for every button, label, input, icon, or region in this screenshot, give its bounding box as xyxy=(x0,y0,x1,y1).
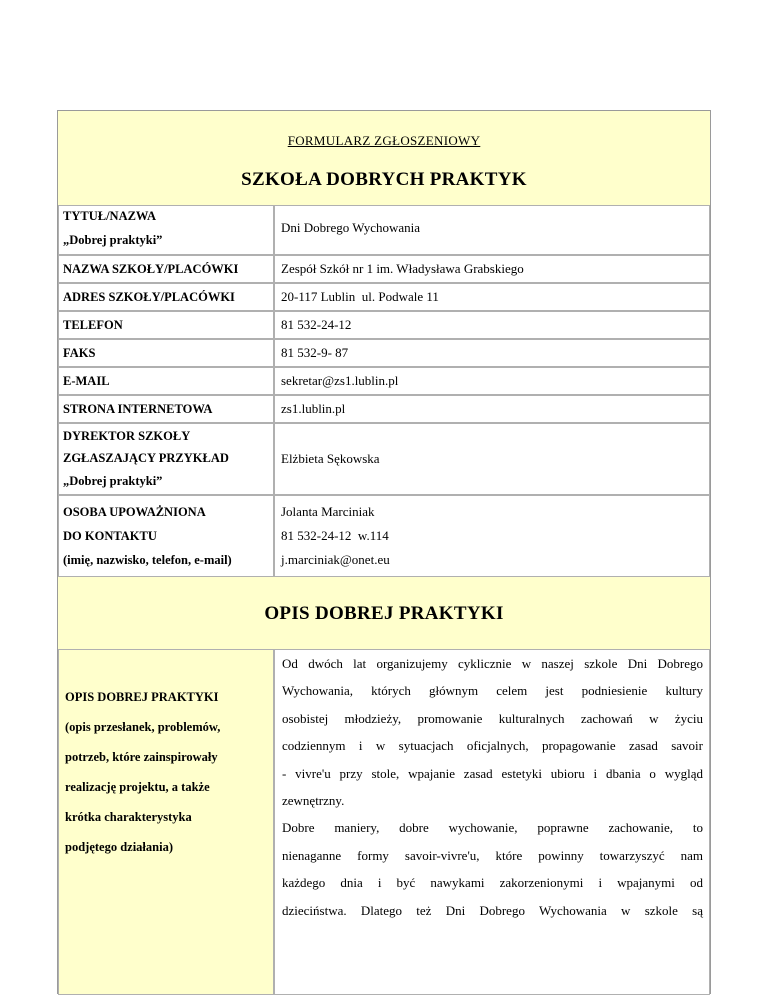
row-telefon-label xyxy=(58,311,274,339)
adres-label: ADRES SZKOŁY/PLACÓWKI xyxy=(63,290,235,304)
row-www-value xyxy=(274,395,710,423)
row-email-label xyxy=(58,367,274,395)
kontakt-name: Jolanta Marciniak xyxy=(281,504,375,519)
opis-label-line: OPIS DOBREJ PRAKTYKI xyxy=(65,690,219,704)
row-kontakt-label xyxy=(58,495,274,577)
row-www-label xyxy=(58,395,274,423)
dyrektor-value: Elżbieta Sękowska xyxy=(281,451,380,466)
opis-label-cell xyxy=(58,649,274,995)
opis-text-line: Od dwóch lat organizujemy cyklicznie w naszej szkole Dni Dobrego xyxy=(282,656,703,671)
opis-label-line: podjętego działania) xyxy=(65,840,173,854)
telefon-value: 81 532-24-12 xyxy=(281,317,352,332)
faks-label: FAKS xyxy=(63,346,96,360)
tytul-label-2: „Dobrej praktyki” xyxy=(63,233,163,247)
row-email-value xyxy=(274,367,710,395)
kontakt-label-2: DO KONTAKTU xyxy=(63,529,157,543)
kontakt-label-1: OSOBA UPOWAŻNIONA xyxy=(63,505,206,519)
row-szkola-value xyxy=(274,255,710,283)
email-value: sekretar@zs1.lublin.pl xyxy=(281,373,399,388)
row-szkola-label xyxy=(58,255,274,283)
form-title: SZKOŁA DOBRYCH PRAKTYK xyxy=(241,169,527,190)
dyrektor-label-1: DYREKTOR SZKOŁY xyxy=(63,429,191,443)
www-label: STRONA INTERNETOWA xyxy=(63,402,213,416)
opis-text-line: Dobre maniery, dobre wychowanie, poprawne zachowanie, to xyxy=(282,820,703,836)
opis-label-line: potrzeb, które zainspirowały xyxy=(65,750,218,764)
row-adres-label xyxy=(58,283,274,311)
kontakt-email: j.marciniak@onet.eu xyxy=(281,552,390,567)
kontakt-label-3: (imię, nazwisko, telefon, e-mail) xyxy=(63,553,232,567)
form-frame xyxy=(57,110,711,994)
tytul-value: Dni Dobrego Wychowania xyxy=(281,220,421,235)
row-tytul-value xyxy=(274,205,710,255)
row-dyrektor-label xyxy=(58,423,274,495)
opis-label-line: krótka charakterystyka xyxy=(65,810,192,824)
row-faks-label xyxy=(58,339,274,367)
faks-value: 81 532-9- 87 xyxy=(281,345,349,360)
opis-label-line: realizację projektu, a także xyxy=(65,780,210,794)
opis-label-line: (opis przesłanek, problemów, xyxy=(65,720,221,734)
opis-text-line: codziennym i w sytuacjach oficjalnych, propagowanie zasad savoir xyxy=(282,738,703,754)
opis-text-line: Wychowania, których głównym celem jest podniesienie kultury xyxy=(282,683,703,699)
opis-text-line: każdego dnia i być nawykami zakorzenionymi i wpajanymi od xyxy=(282,875,703,891)
telefon-label: TELEFON xyxy=(63,318,123,332)
email-label: E-MAIL xyxy=(63,374,110,388)
szkola-label: NAZWA SZKOŁY/PLACÓWKI xyxy=(63,262,239,276)
dyrektor-label-3: „Dobrej praktyki” xyxy=(63,474,163,488)
row-kontakt-value xyxy=(274,495,710,577)
row-adres-value xyxy=(274,283,710,311)
row-faks-value xyxy=(274,339,710,367)
opis-text-line: - vivre'u przy stole, wpajanie zasad estetyki ubioru i dbania o wygląd xyxy=(282,765,703,781)
szkola-value: Zespół Szkół nr 1 im. Władysława Grabskiego xyxy=(281,261,524,276)
row-dyrektor-value xyxy=(274,423,710,495)
opis-label-lines xyxy=(65,682,220,862)
adres-value: 20-117 Lublin ul. Podwale 11 xyxy=(281,289,439,304)
opis-title: OPIS DOBREJ PRAKTYKI xyxy=(264,603,504,624)
opis-text-line: dzieciństwa. Dlatego też Dni Dobrego Wychowania w szkole są xyxy=(282,902,703,918)
opis-text-line: nienaganne formy savoir-vivre'u, które powinny towarzyszyć nam xyxy=(282,847,703,863)
opis-text xyxy=(282,650,703,924)
opis-text-cell xyxy=(274,649,710,995)
www-value: zs1.lublin.pl xyxy=(281,401,346,416)
opis-header xyxy=(58,577,710,649)
dyrektor-label-2: ZGŁASZAJĄCY PRZYKŁAD xyxy=(63,451,229,465)
opis-text-line: osobistej młodzieży, promowanie kulturalnych zachowań w życiu xyxy=(282,710,703,726)
opis-text-line: zewnętrzny. xyxy=(282,792,345,808)
row-telefon-value xyxy=(274,311,710,339)
row-tytul-label xyxy=(58,205,274,255)
tytul-label-1: TYTUŁ/NAZWA xyxy=(63,209,157,223)
form-subtitle: FORMULARZ ZGŁOSZENIOWY xyxy=(287,133,481,148)
kontakt-phone: 81 532-24-12 w.114 xyxy=(281,528,389,543)
form-header xyxy=(58,111,710,205)
